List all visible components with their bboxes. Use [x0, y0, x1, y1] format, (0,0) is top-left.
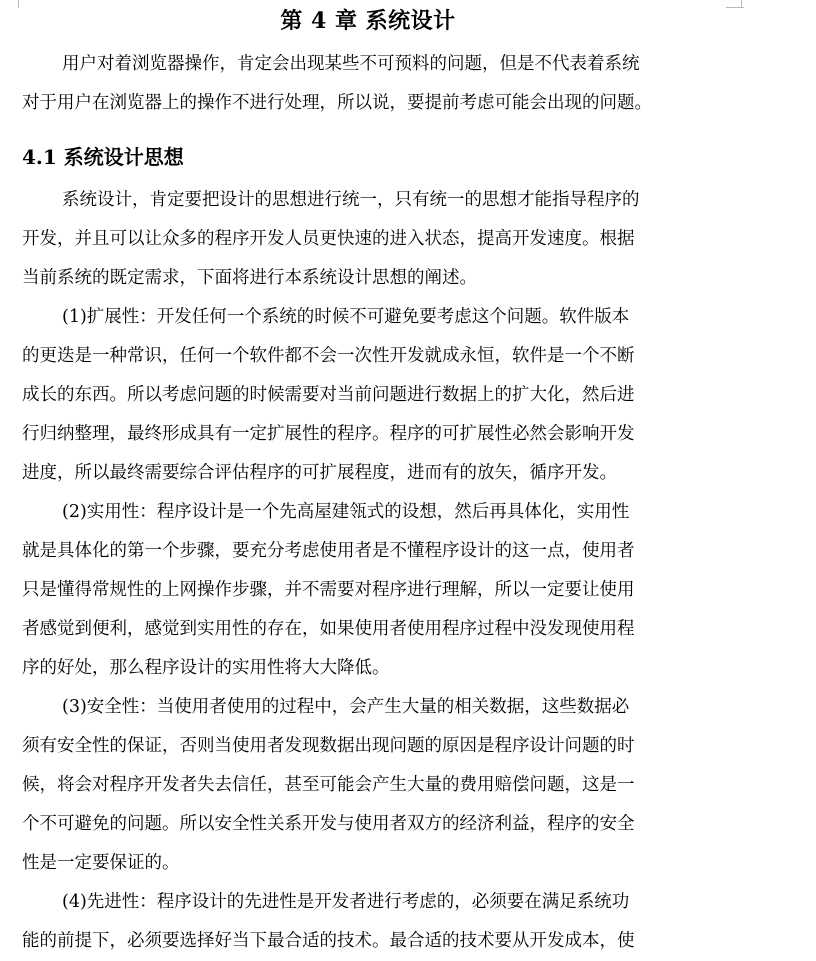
paragraph-line: 开发，并且可以让众多的程序开发人员更快速的进入状态，提高开发速度。根据	[22, 229, 635, 249]
paragraph-line: (1)扩展性：开发任何一个系统的时候不可避免要考虑这个问题。软件版本	[62, 307, 630, 327]
paragraph-line: (2)实用性：程序设计是一个先高屋建瓴式的设想，然后再具体化，实用性	[62, 502, 630, 522]
paragraph-line: 就是具体化的第一个步骤，要充分考虑使用者是不懂程序设计的这一点，使用者	[22, 541, 635, 561]
paragraph-line: 行归纳整理，最终形成具有一定扩展性的程序。程序的可扩展性必然会影响开发	[22, 424, 635, 444]
paragraph-line: (4)先进性：程序设计的先进性是开发者进行考虑的，必须要在满足系统功	[62, 892, 630, 912]
chapter-title: 第 4 章 系统设计	[280, 8, 456, 34]
paragraph-line: 候，将会对程序开发者失去信任，甚至可能会产生大量的费用赔偿问题，这是一	[22, 775, 635, 795]
paragraph-line: 只是懂得常规性的上网操作步骤，并不需要对程序进行理解，所以一定要让使用	[22, 580, 635, 600]
paragraph-line: 的更迭是一种常识，任何一个软件都不会一次性开发就成永恒，软件是一个不断	[22, 346, 635, 366]
section-title: 4.1 系统设计思想	[22, 145, 184, 169]
paragraph-line: (3)安全性：当使用者使用的过程中，会产生大量的相关数据，这些数据必	[62, 697, 630, 717]
paragraph-line: 者感觉到便利，感觉到实用性的存在，如果使用者使用程序过程中没发现使用程	[22, 619, 635, 639]
paragraph-line: 进度，所以最终需要综合评估程序的可扩展程度，进而有的放矢，循序开发。	[22, 463, 617, 483]
paragraph-line: 序的好处，那么程序设计的实用性将大大降低。	[22, 658, 390, 678]
paragraph-line: 系统设计，肯定要把设计的思想进行统一，只有统一的思想才能指导程序的	[62, 190, 640, 210]
paragraph-line: 个不可避免的问题。所以安全性关系开发与使用者双方的经济利益，程序的安全	[22, 814, 635, 834]
paragraph-line: 能的前提下，必须要选择好当下最合适的技术。最合适的技术要从开发成本，使	[22, 931, 635, 951]
intro-line: 对于用户在浏览器上的操作不进行处理，所以说，要提前考虑可能会出现的问题。	[22, 93, 652, 113]
paragraph-line: 性是一定要保证的。	[22, 853, 180, 873]
paragraph-line: 当前系统的既定需求，下面将进行本系统设计思想的阐述。	[22, 268, 477, 288]
paragraph-line: 须有安全性的保证，否则当使用者发现数据出现问题的原因是程序设计问题的时	[22, 736, 635, 756]
paragraph-line: 成长的东西。所以考虑问题的时候需要对当前问题进行数据上的扩大化，然后进	[22, 385, 635, 405]
intro-line: 用户对着浏览器操作，肯定会出现某些不可预料的问题，但是不代表着系统	[62, 54, 640, 74]
